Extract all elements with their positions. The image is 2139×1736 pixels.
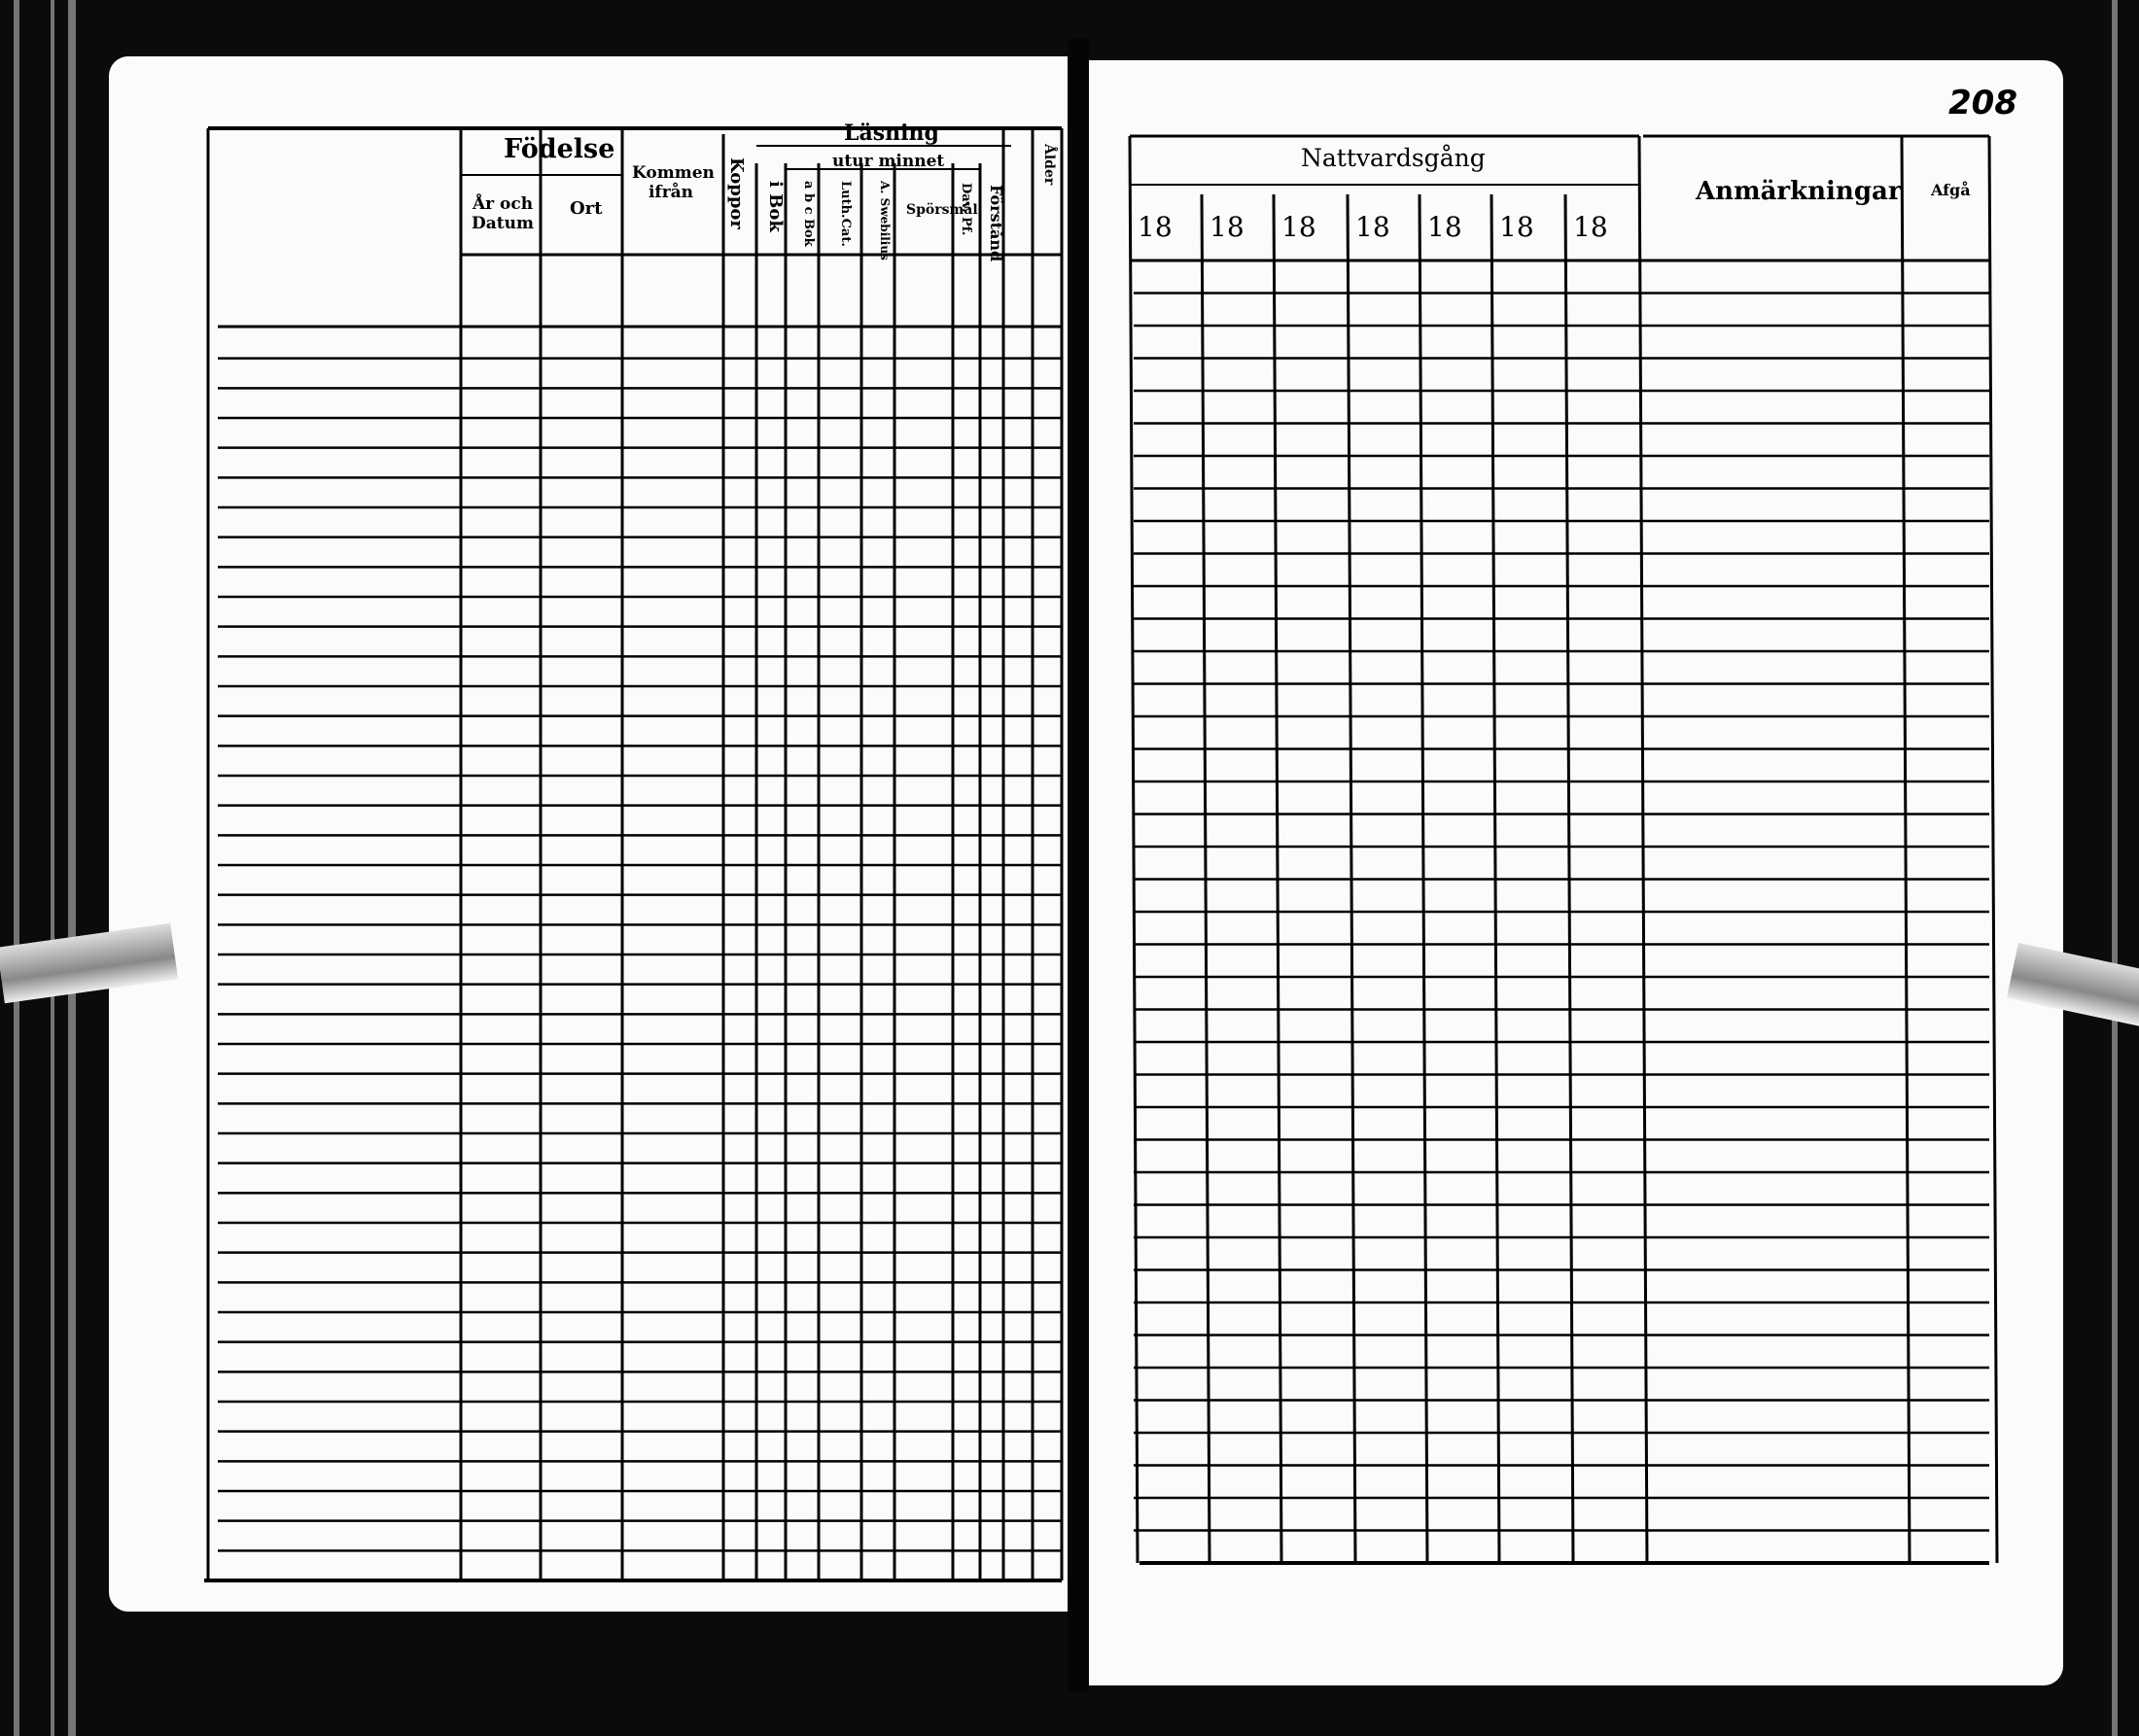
rule-line	[1989, 136, 1997, 1563]
header-nattvardsgang: Nattvardsgång	[1301, 144, 1486, 172]
header-utur-minnet: utur minnet	[832, 152, 945, 171]
rule-line	[1902, 136, 1910, 1563]
header-edge-left: Ålder	[1041, 144, 1057, 186]
header-lasning: Läsning	[844, 121, 939, 146]
right-page-ruling	[1130, 136, 1997, 1563]
header-i-bok: i Bok	[765, 181, 786, 232]
header-fodelse: Födelse	[504, 134, 615, 164]
header-kommen-ifran: Kommen ifrån	[632, 163, 715, 202]
header-luth-cat: Luth.Cat.	[838, 181, 853, 247]
header-anmarkningar: Anmärkningar	[1696, 177, 1902, 206]
header-ort: Ort	[570, 198, 603, 219]
header-dav-pf: Dav. Pf.	[959, 183, 973, 236]
header-edge-right: Afgå	[1931, 181, 1971, 199]
year-cell-18: 18	[1138, 211, 1173, 243]
page-number: 208	[1948, 84, 2017, 122]
year-cell-18: 18	[1427, 211, 1462, 243]
year-cell-18: 18	[1355, 211, 1390, 243]
rule-line	[1639, 136, 1647, 1563]
header-a-svebilius: A. Swebilius	[878, 181, 892, 260]
year-cell-18: 18	[1281, 211, 1316, 243]
year-cell-18: 18	[1210, 211, 1245, 243]
year-cell-18: 18	[1573, 211, 1608, 243]
header-abc-bok: a b c Bok	[801, 181, 816, 247]
header-sporsmal: Spörsmål	[906, 202, 978, 218]
header-koppor: Koppor	[726, 157, 747, 229]
header-forstand: Förstånd	[987, 185, 1005, 262]
header-ar-och-datum: År och Datum	[472, 194, 534, 233]
year-cell-18: 18	[1499, 211, 1534, 243]
left-page-ruling	[204, 128, 1062, 1580]
rule-line	[1130, 136, 1138, 1563]
